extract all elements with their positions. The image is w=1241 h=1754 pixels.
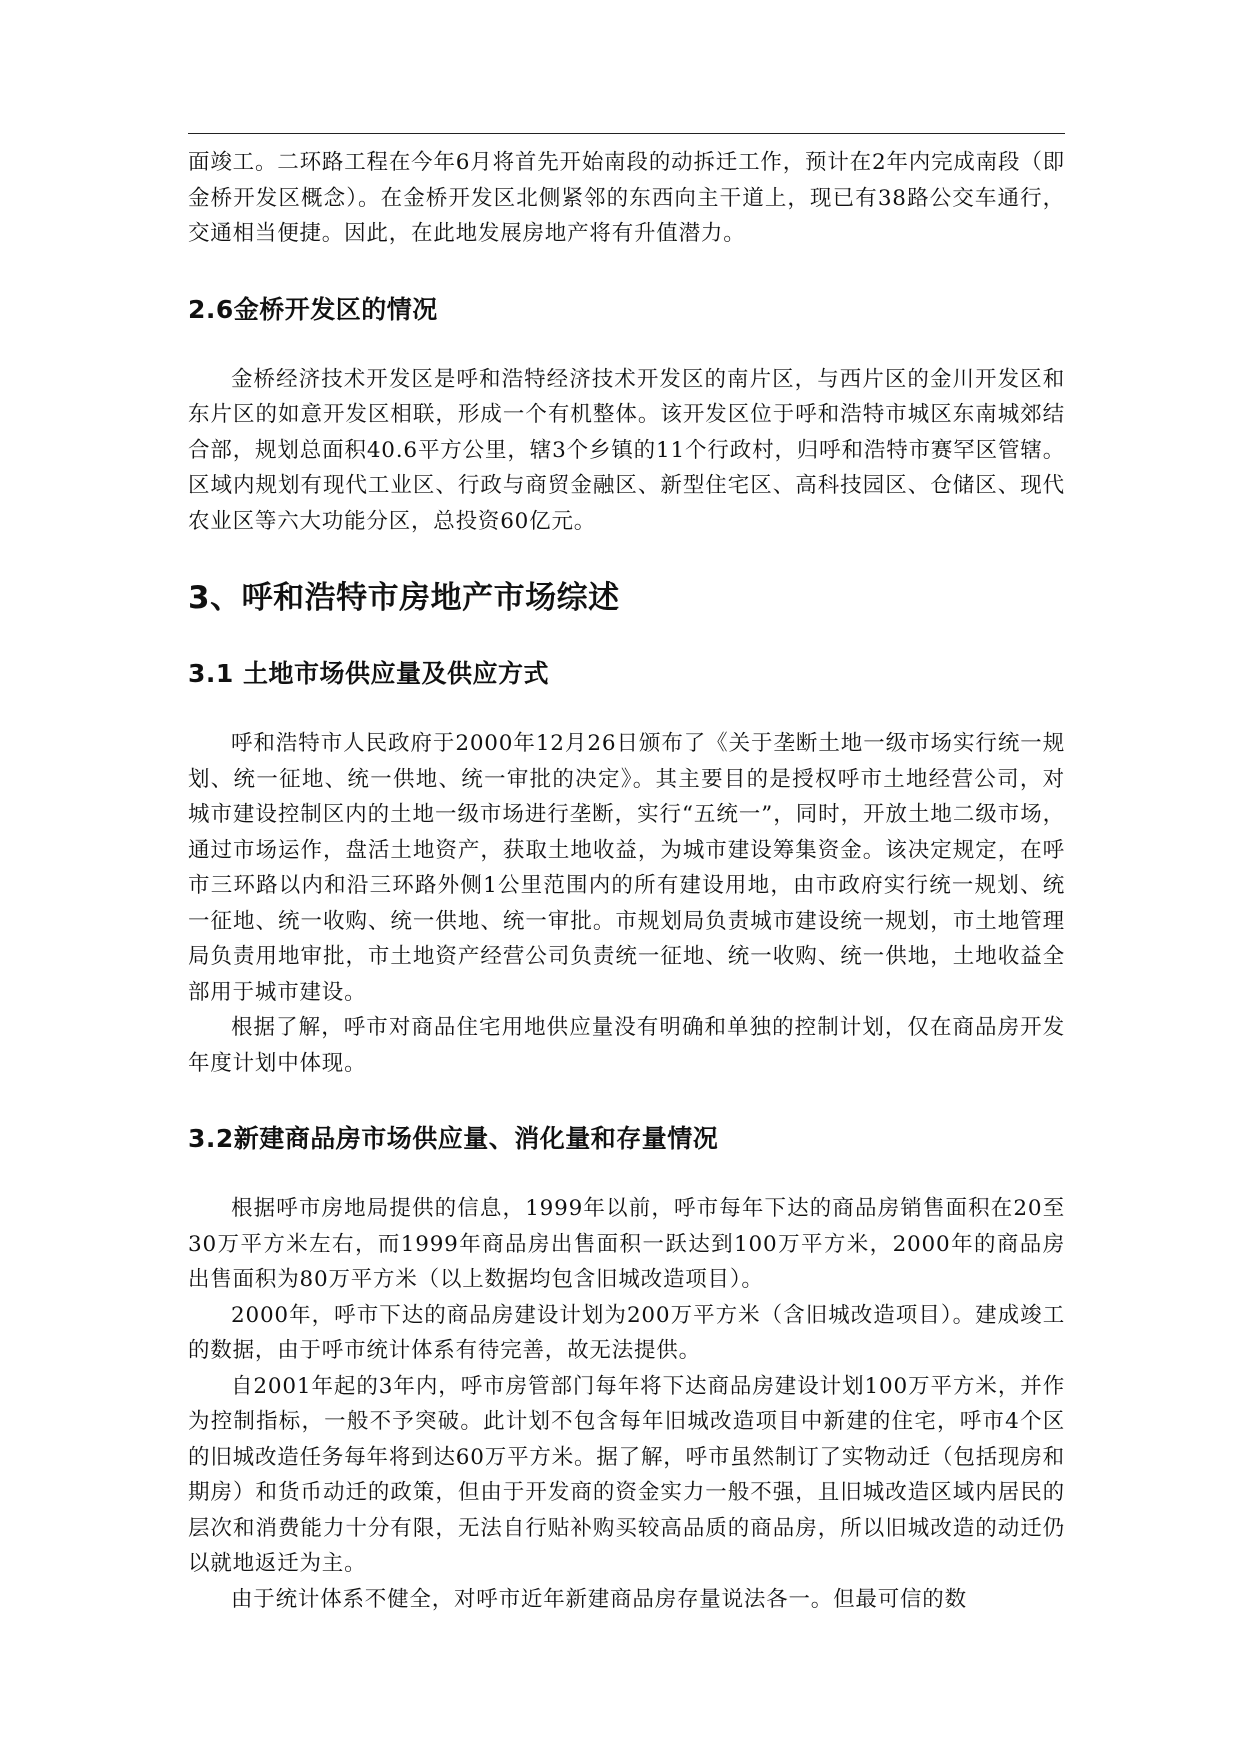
paragraph-2000-plan: 2000年，呼市下达的商品房建设计划为200万平方米（含旧城改造项目）。建成竣工的数据，由于呼市统计体系有待完善，故无法提供。 (188, 1302, 1065, 1363)
document-body (188, 145, 1065, 1617)
paragraph-continuation: 面竣工。二环路工程在今年6月将首先开始南段的动拆迁工作，预计在2年内完成南段（即金桥开发区概念）。在金桥开发区北侧紧邻的东西向主干道上，现已有38路公交车通行，交通相当便捷。因此，在此地发展房地产将有升值潜力。 (188, 150, 1065, 246)
heading-3-1: 3.1 土地市场供应量及供应方式 (188, 659, 549, 688)
heading-chapter-3: 3、呼和浩特市房地产市场综述 (188, 580, 620, 616)
paragraph-land-policy: 呼和浩特市人民政府于2000年12月26日颁布了《关于垄断土地一级市场实行统一规划、统一征地、统一供地、统一审批的决定》。其主要目的是授权呼市土地经营公司，对城市建设控制区内的土地一级市场进行垄断，实行“五统一”，同时，开放土地二级市场，通过市场运作，盘活土地资产，获取土地收益，为城市建设筹集资金。该决定规定，在呼市三环路以内和沿三环路外侧1公里范围内的所有建设用地，由市政府实行统一规划、统一征地、统一收购、统一供地、统一审批。市规划局负责城市建设统一规划，市土地管理局负责用地审批，市土地资产经营公司负责统一征地、统一收购、统一供地，土地收益全部用于城市建设。 (188, 731, 1065, 1005)
heading-3-2: 3.2新建商品房市场供应量、消化量和存量情况 (188, 1124, 719, 1153)
paragraph-sales-area: 根据呼市房地局提供的信息，1999年以前，呼市每年下达的商品房销售面积在20至30万平方米左右，而1999年商品房出售面积一跃达到100万平方米，2000年的商品房出售面积为80万平方米（以上数据均包含旧城改造项目）。 (188, 1196, 1065, 1292)
paragraph-land-supply: 根据了解，呼市对商品住宅用地供应量没有明确和单独的控制计划，仅在商品房开发年度计划中体现。 (188, 1015, 1065, 1076)
header-rule (188, 133, 1065, 134)
paragraph-2001-plan: 自2001年起的3年内，呼市房管部门每年将下达商品房建设计划100万平方米，并作为控制指标，一般不予突破。此计划不包含每年旧城改造项目中新建的住宅，呼市4个区的旧城改造任务每年将到达60万平方米。据了解，呼市虽然制订了实物动迁（包括现房和期房）和货币动迁的政策，但由于开发商的资金实力一般不强，且旧城改造区域内居民的层次和消费能力十分有限，无法自行贴补购买较高品质的商品房，所以旧城改造的动迁仍以就地返迁为主。 (188, 1373, 1065, 1576)
paragraph-stock: 由于统计体系不健全，对呼市近年新建商品房存量说法各一。但最可信的数 (231, 1586, 967, 1612)
paragraph-jinqiao-zone: 金桥经济技术开发区是呼和浩特经济技术开发区的南片区，与西片区的金川开发区和东片区的如意开发区相联，形成一个有机整体。该开发区位于呼和浩特市城区东南城郊结合部，规划总面积40.6平方公里，辖3个乡镇的11个行政村，归呼和浩特市赛罕区管辖。区域内规划有现代工业区、行政与商贸金融区、新型住宅区、高科技园区、仓储区、现代农业区等六大功能分区，总投资60亿元。 (188, 366, 1065, 534)
heading-2-6: 2.6金桥开发区的情况 (188, 294, 438, 324)
